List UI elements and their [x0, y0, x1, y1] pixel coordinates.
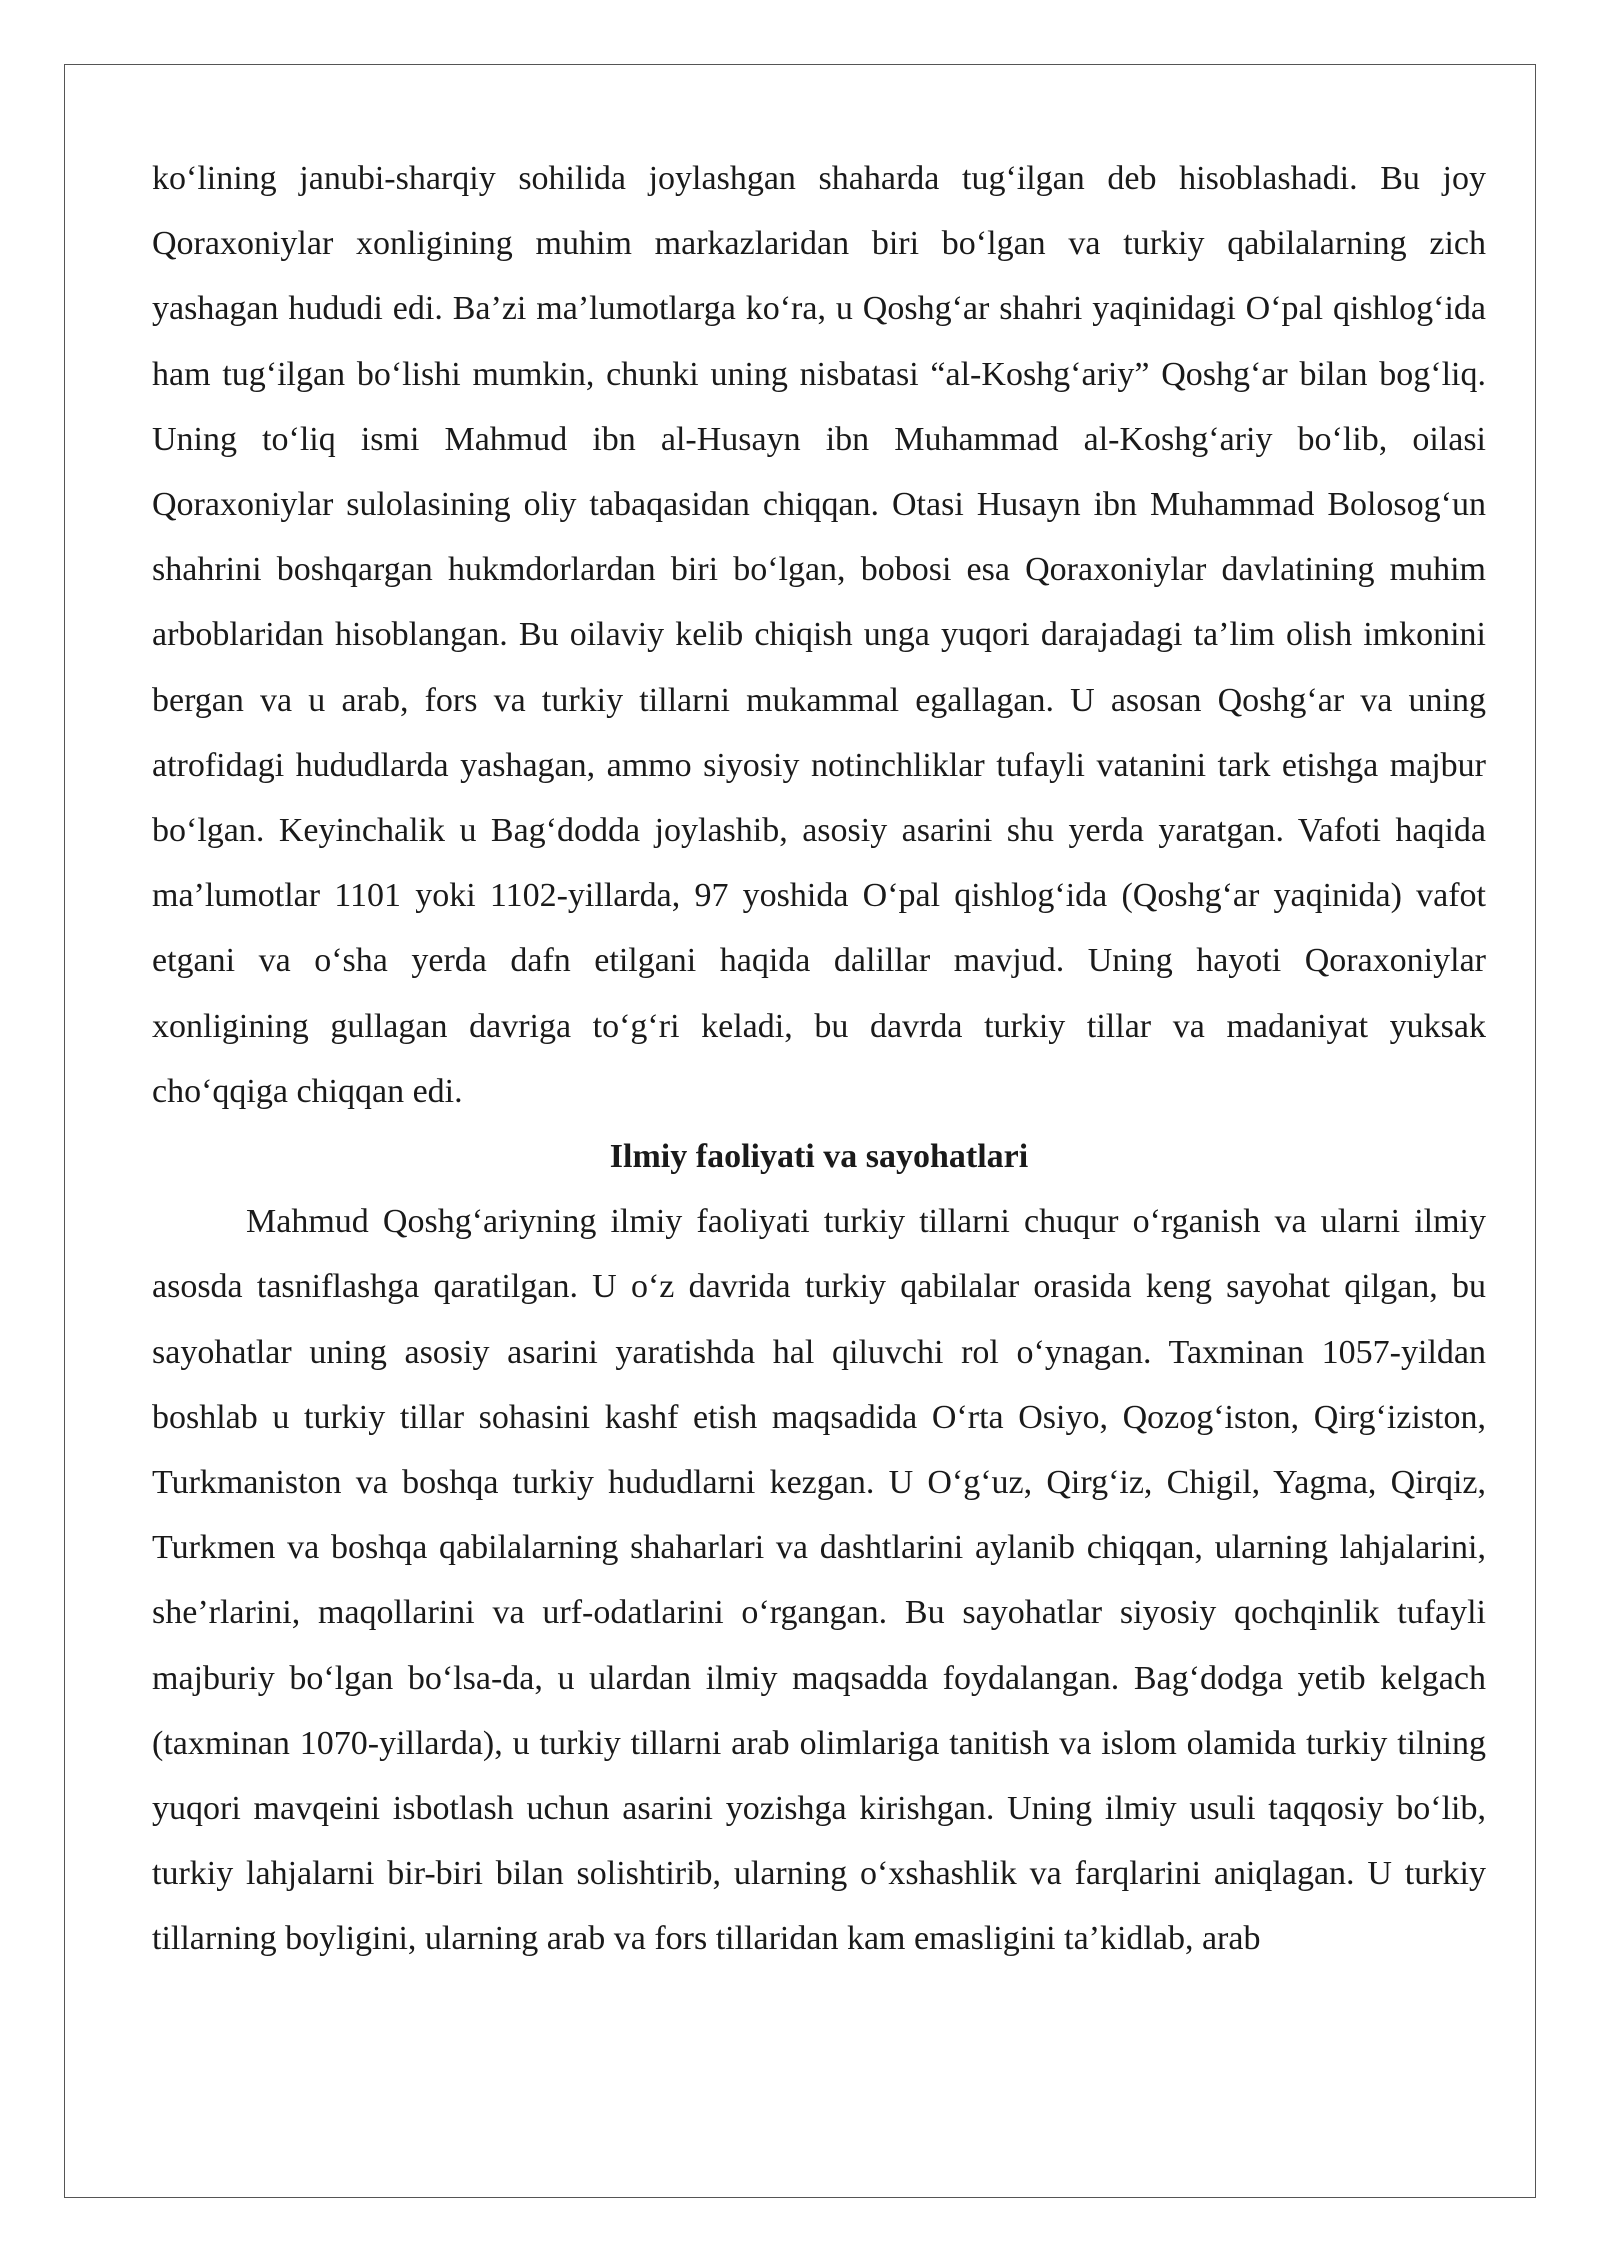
body-paragraph: Mahmud Qoshg‘ariyning ilmiy faoliyati turkiy tillarni chuqur o‘rganish va ularni ilmiy asosda tasniflashga qaratilgan. U o‘z davrida turkiy qabilalar orasida keng sayohat qilgan, bu sayohatlar uning asosiy asarini yaratishda hal qiluvchi rol o‘ynagan. Taxminan 1057-yildan boshlab u turkiy tillar sohasini kashf etish maqsadida O‘rta Osiyo, Qozog‘iston, Qirg‘iziston, Turkmaniston va boshqa turkiy hududlarni kezgan. U O‘g‘uz, Qirg‘iz, Chigil, Yagma, Qirqiz, Turkmen va boshqa qabilalarning shaharlari va dashtlarini aylanib chiqqan, ularning lahjalarini, she’rlarini, maqollarini va urf-odatlarini o‘rgangan. Bu sayohatlar siyosiy qochqinlik tufayli majburiy bo‘lgan bo‘lsa-da, u ulardan ilmiy maqsadda foydalangan. Bag‘dodga yetib kelgach (taxminan 1070-yillarda), u turkiy tillarni arab olimlariga tanitish va islom olamida turkiy tilning yuqori mavqeini isbotlash uchun asarini yozishga kirishgan. Uning ilmiy usuli taqqosiy bo‘lib, turkiy lahjalarni bir-biri bilan solishtirib, ularning o‘xshashlik va farqlarini aniqlagan. U turkiy tillarning boyligini, ularning arab va fors tillaridan kam emasligini ta’kidlab, arab [152, 1203, 1486, 1958]
section-heading: Ilmiy faoliyati va sayohatlari [609, 1138, 1029, 1176]
document-body [152, 146, 1486, 1972]
body-paragraph: ko‘lining janubi-sharqiy sohilida joylashgan shaharda tug‘ilgan deb hisoblashadi. Bu joy Qoraxoniylar xonligining muhim markazlaridan biri bo‘lgan va turkiy qabilalarning zich yashagan hududi edi. Ba’zi ma’lumotlarga ko‘ra, u Qoshg‘ar shahri yaqinidagi O‘pal qishlog‘ida ham tug‘ilgan bo‘lishi mumkin, chunki uning nisbatasi “al-Koshg‘ariy” Qoshg‘ar bilan bog‘liq. Uning to‘liq ismi Mahmud ibn al-Husayn ibn Muhammad al-Koshg‘ariy bo‘lib, oilasi Qoraxoniylar sulolasining oliy tabaqasidan chiqqan. Otasi Husayn ibn Muhammad Bolosog‘un shahrini boshqargan hukmdorlardan biri bo‘lgan, bobosi esa Qoraxoniylar davlatining muhim arboblaridan hisoblangan. Bu oilaviy kelib chiqish unga yuqori darajadagi ta’lim olish imkonini bergan va u arab, fors va turkiy tillarni mukammal egallagan. U asosan Qoshg‘ar va uning atrofidagi hududlarda yashagan, ammo siyosiy notinchliklar tufayli vatanini tark etishga majbur bo‘lgan. Keyinchalik u Bag‘dodda joylashib, asosiy asarini shu yerda yaratgan. Vafoti haqida ma’lumotlar 1101 yoki 1102-yillarda, 97 yoshida O‘pal qishlog‘ida (Qoshg‘ar yaqinida) vafot etgani va o‘sha yerda dafn etilgani haqida dalillar mavjud. Uning hayoti Qoraxoniylar xonligining gullagan davriga to‘g‘ri keladi, bu davrda turkiy tillar va madaniyat yuksak cho‘qqiga chiqqan edi. [152, 160, 1486, 1110]
